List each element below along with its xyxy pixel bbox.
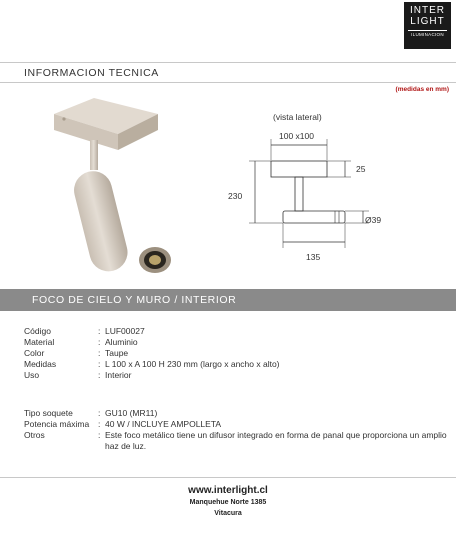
spec-value: LUF00027 [105, 326, 145, 336]
footer-city: Vitacura [214, 510, 242, 517]
spec-value: Interior [105, 370, 132, 380]
logo-line-3: ILUMINACION [408, 30, 447, 37]
spec-colon: : [98, 430, 101, 440]
spec-colon: : [98, 408, 101, 418]
spec-key: Color [24, 348, 45, 358]
spec-colon: : [98, 359, 101, 369]
spec-key: Uso [24, 370, 40, 380]
spec-value: L 100 x A 100 H 230 mm (largo x ancho x alto) [105, 359, 280, 369]
spec-colon: : [98, 326, 101, 336]
spec-colon: : [98, 348, 101, 358]
spec-key: Material [24, 337, 55, 347]
logo-line-1: INTER [410, 5, 445, 16]
units-note: (medidas en mm) [395, 86, 449, 93]
drawing-stem [295, 177, 303, 211]
product-band [0, 289, 456, 311]
spec-key: Tipo soquete [24, 408, 73, 418]
drawing-tube [283, 211, 345, 223]
view-label: (vista lateral) [273, 112, 322, 122]
stem [90, 140, 98, 170]
divider-section [0, 82, 456, 83]
spec-key: Potencia máxima [24, 419, 90, 429]
spec-key: Medidas [24, 359, 57, 369]
section-title: INFORMACION TECNICA [24, 67, 159, 79]
divider-footer [0, 477, 456, 478]
spec-key: Otros [24, 430, 45, 440]
spec-value: 40 W / INCLUYE AMPOLLETA [105, 419, 222, 429]
logo-line-2: LIGHT [410, 16, 445, 27]
spec-colon: : [98, 370, 101, 380]
dim-diameter-label: Ø39 [365, 215, 382, 225]
spec-value: GU10 (MR11) [105, 408, 158, 418]
dim-base-height-label: 25 [356, 164, 366, 174]
dim-width-label: 100 x100 [279, 131, 314, 141]
tube-body [70, 167, 132, 275]
footer-website[interactable]: www.interlight.cl [188, 485, 268, 496]
drawing-base [271, 161, 327, 177]
spec-value: Taupe [105, 348, 129, 358]
dim-total-height-label: 230 [228, 191, 243, 201]
spec-value: Aluminio [105, 337, 138, 347]
bulb-glow [149, 255, 161, 265]
brand-logo [404, 2, 451, 49]
spec-value: Este foco metálico tiene un difusor integrado en forma de panal que proporciona un amplio haz de luz. [105, 430, 447, 451]
spec-colon: : [98, 337, 101, 347]
product-title: FOCO DE CIELO Y MURO / INTERIOR [32, 294, 237, 306]
base-screw [62, 117, 65, 120]
footer-address: Manquehue Norte 1385 [189, 499, 267, 506]
dim-length-label: 135 [306, 252, 321, 262]
spec-key: Código [24, 326, 51, 336]
divider-top [0, 62, 456, 63]
product-illustration [24, 92, 174, 282]
spec-colon: : [98, 419, 101, 429]
technical-drawing [215, 108, 395, 268]
